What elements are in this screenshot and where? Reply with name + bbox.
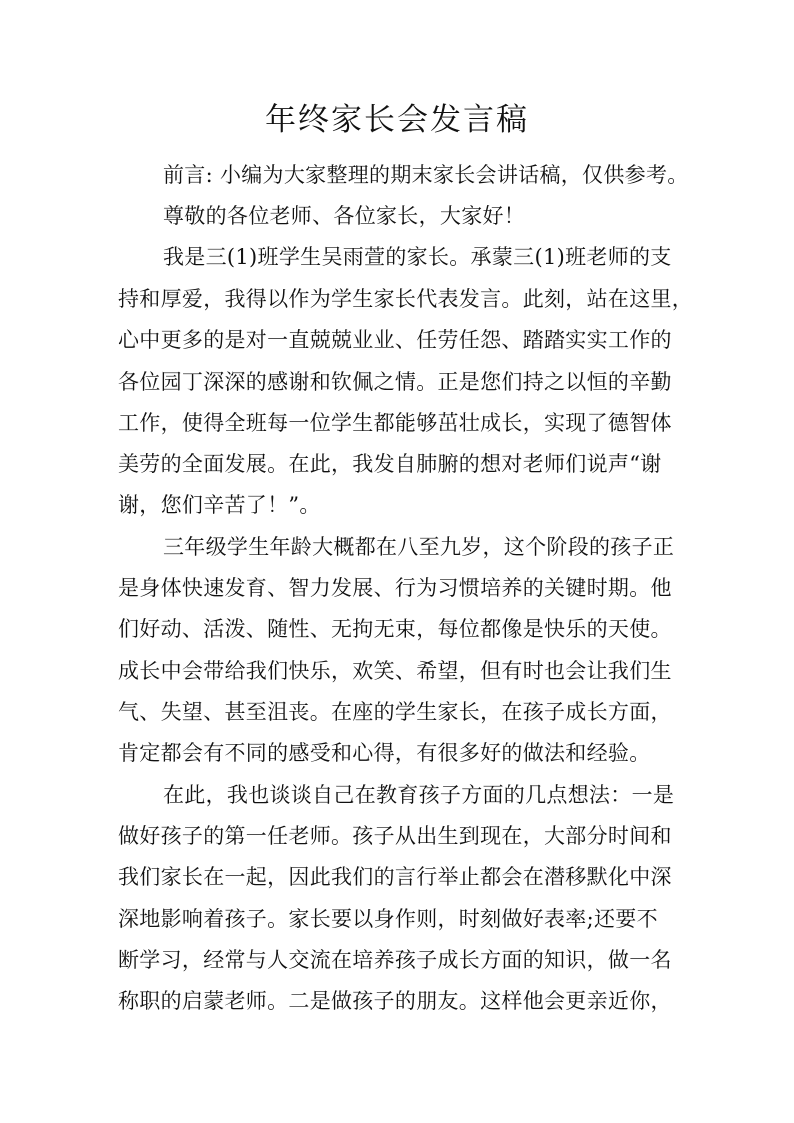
paragraph-line: 断学习，经常与人交流在培养孩子成长方面的知识，做一名 — [118, 948, 672, 972]
paragraph-line: 深地影响着孩子。家长要以身作则，时刻做好表率;还要不 — [118, 907, 658, 931]
paragraph-line: 成长中会带给我们快乐，欢笑、希望，但有时也会让我们生 — [118, 659, 672, 683]
document-title: 年终家长会发言稿 — [265, 102, 529, 138]
paragraph-line: 持和厚爱，我得以作为学生家长代表发言。此刻，站在这里， — [118, 287, 694, 311]
paragraph-line: 我们家长在一起，因此我们的言行举止都会在潜移默化中深 — [118, 865, 672, 889]
paragraph-line: 谢，您们辛苦了！”。 — [118, 493, 321, 517]
paragraph-line: 肯定都会有不同的感受和心得，有很多好的做法和经验。 — [118, 741, 651, 765]
paragraph-line: 各位园丁深深的感谢和钦佩之情。正是您们持之以恒的辛勤 — [118, 370, 672, 394]
greeting-line: 尊敬的各位老师、各位家长，大家好！ — [163, 204, 526, 228]
paragraph-line: 做好孩子的第一任老师。孩子从出生到现在，大部分时间和 — [118, 824, 672, 848]
preface-line: 前言: 小编为大家整理的期末家长会讲话稿，仅供参考。 — [163, 163, 689, 187]
paragraph-line: 美劳的全面发展。在此，我发自肺腑的想对老师们说声“谢 — [118, 452, 662, 476]
paragraph-line: 工作，使得全班每一位学生都能够茁壮成长，实现了德智体 — [118, 411, 672, 435]
paragraph-line: 在此，我也谈谈自己在教育孩子方面的几点想法：一是 — [163, 783, 675, 807]
paragraph-line: 是身体快速发育、智力发展、行为习惯培养的关键时期。他 — [118, 576, 672, 600]
paragraph-line: 我是三(1)班学生吴雨萱的家长。承蒙三(1)班老师的支 — [163, 245, 672, 269]
paragraph-line: 们好动、活泼、随性、无拘无束，每位都像是快乐的天使。 — [118, 617, 672, 641]
paragraph-line: 气、失望、甚至沮丧。在座的学生家长，在孩子成长方面， — [118, 700, 672, 724]
paragraph-line: 心中更多的是对一直兢兢业业、任劳任怨、踏踏实实工作的 — [118, 328, 672, 352]
paragraph-line: 称职的启蒙老师。二是做孩子的朋友。这样他会更亲近你， — [118, 989, 672, 1013]
paragraph-line: 三年级学生年龄大概都在八至九岁，这个阶段的孩子正 — [163, 535, 675, 559]
